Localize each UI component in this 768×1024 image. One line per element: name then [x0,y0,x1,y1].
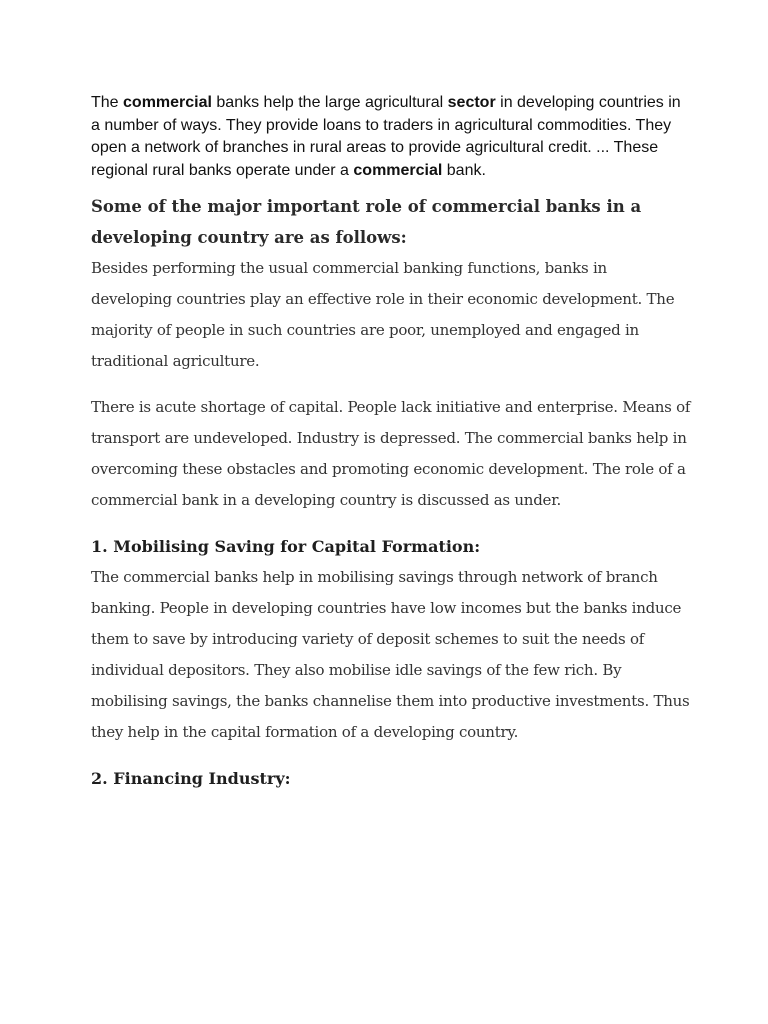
intro-paragraph [91,92,691,182]
paragraph-spacer [91,377,691,392]
intro-bold-text: sector [447,94,496,111]
paragraph-besides: Besides performing the usual commercial banking functions, banks in developing countries play an effective role in their economic development. The majority of people in such countries are poor, unemployed and engaged in traditional agriculture. [91,259,675,370]
paragraph-shortage: There is acute shortage of capital. People lack initiative and enterprise. Means of transport are undeveloped. Industry is depressed. The commercial banks help in overcoming these obstacles and promoting economic development. The role of a commercial bank in a developing country is discussed as under. [91,398,691,509]
document-page [91,92,691,794]
section-body-mobilising-saving: The commercial banks help in mobilising savings through network of branch banking. People in developing countries have low incomes but the banks induce them to save by introducing variety of deposit schemes to suit the needs of individual depositors. They also mobilise idle savings of the few rich. By mobilising savings, the banks channelise them into productive investments. Thus they help in the capital formation of a developing country. [91,568,690,741]
intro-text: banks help the large agricultural [211,94,448,111]
paragraph-spacer [91,516,691,531]
main-heading: Some of the major important role of commercial banks in a developing country are as follows: [91,197,642,247]
section-heading-financing-industry: 2. Financing Industry: [91,769,291,788]
intro-bold-text: commercial [123,94,212,111]
paragraph-spacer [91,748,691,763]
intro-bold-text: commercial [353,161,443,179]
section-heading-mobilising-saving: 1. Mobilising Saving for Capital Formation: [91,537,481,556]
intro-text: in developing countries in a number of ways. They provide loans to traders in agricultural commodities. They open a network of branches in rural areas to provide agricultural credit. ... These regional rural banks operate under a [91,94,681,179]
intro-text: The [91,94,124,111]
intro-text: bank. [442,161,486,179]
